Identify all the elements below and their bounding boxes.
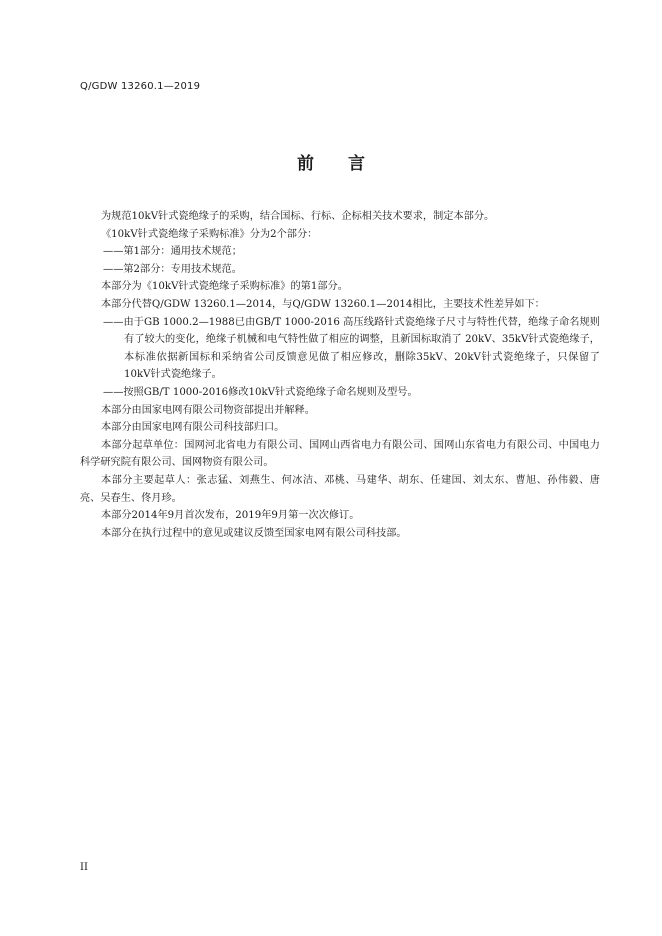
paragraph-purpose: 为规范10kV针式瓷绝缘子的采购，结合国标、行标、企标相关技术要求，制定本部分。 [101,211,495,222]
list-item-change-2: ——按照GB/T 1000-2016修改10kV针式瓷绝缘子命名规则及型号。 [103,386,418,398]
paragraph-administered-by: 本部分由国家电网有限公司科技部归口。 [101,422,285,434]
page-number: II [80,862,88,873]
page-title: 前 言 [297,154,379,174]
list-item-change-1: ——由于GB 1000.2—1988已由GB/T 1000-2016 高压线路针式瓷绝缘子尺寸与特性代替，绝缘子命名规则有了较大的变化，绝缘子机械和电气特性做了相应的调整，且新国标取消了 20kV、35kV针式瓷绝缘子，本标准依据新国标和采纳省公司反馈意见做了相应修改，删除35kV、20kV针式瓷绝缘子，只保留了10kV针式瓷绝缘子。 [103,316,600,381]
list-item-part-2: ——第2部分：专用技术规范。 [103,263,242,275]
paragraph-replaces: 本部分代替Q/GDW 13260.1—2014，与Q/GDW 13260.1—2014相比，主要技术性差异如下： [101,298,545,310]
paragraph-structure: 《10kV针式瓷绝缘子采购标准》分为2个部分： [101,228,318,240]
list-item-part-1: ——第1部分：通用技术规范； [103,246,242,258]
paragraph-drafters: 本部分主要起草人：张志猛、刘燕生、何冰洁、邓桃、马建华、胡东、任建国、刘太东、曹旭、孙伟毅、唐亮、吴春生、佟月珍。 [80,474,600,504]
paragraph-drafting-units: 本部分起草单位：国网河北省电力有限公司、国网山西省电力有限公司、国网山东省电力有限公司、中国电力科学研究院有限公司、国网物资有限公司。 [80,439,600,469]
paragraph-history: 本部分2014年9月首次发布，2019年9月第一次次修订。 [101,510,360,522]
paragraph-feedback: 本部分在执行过程中的意见或建议反馈至国家电网有限公司科技部。 [101,527,407,539]
document-code: Q/GDW 13260.1—2019 [80,81,201,92]
document-body [80,208,600,542]
paragraph-proposed-by: 本部分由国家电网有限公司物资部提出并解释。 [101,404,315,416]
paragraph-part-statement: 本部分为《10kV针式瓷绝缘子采购标准》的第1部分。 [101,281,348,293]
